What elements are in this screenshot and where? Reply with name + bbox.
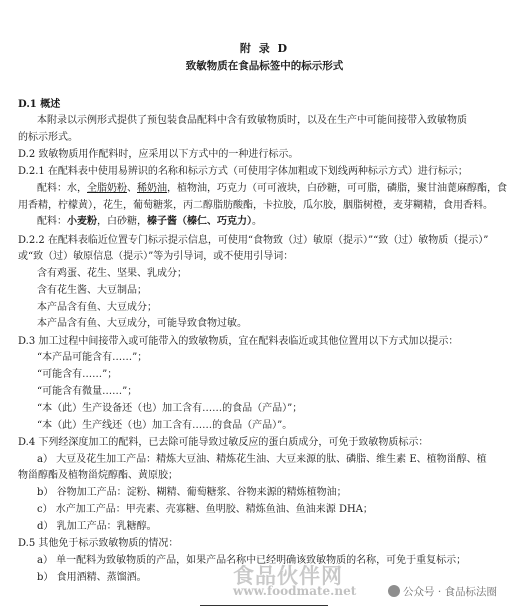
d3-line1: D.3 加工过程中间接带入或可能带入的致敏物质，宜在配料表临近或其他位置用以下方式加以提示： [18,336,459,347]
watermark-logo-text: 食品伙伴网 [233,563,343,588]
allergen-bold: 榛子酱（榛仁、巧克力） [147,216,252,227]
d3-example4: “本（此）生产设备还（也）加工含有……的食品（产品）”； [37,403,303,414]
appendix-title: 致敏物质在食品标签中的标示形式 [185,60,344,72]
d3-example1: “本产品可能含有……”； [37,352,148,363]
allergen-bold: 小麦粉 [67,216,97,227]
d5-line1: D.5 其他免于标示致敏物质的情况： [18,538,179,549]
d4-item-a-line1: a） 大豆及花生加工产品：精炼大豆油、精炼花生油、大豆来源的肽、磷脂、维生素 E、植物甾醇、植 [37,454,487,465]
d4-item-a-line2: 物甾醇酯及植物甾烷醇酯、黄原胶； [18,470,178,481]
d1-paragraph-line1: 本附录以示例形式提供了预包装食品配料中含有致敏物质时，以及在生产中可能间接带入致敏物质 [37,115,467,126]
d22-line2: 或“致（过）敏原信息（提示）”等为引导词，或不使用引导词： [18,251,294,262]
d4-item-b: b） 谷物加工产品：淀粉、糊精、葡萄糖浆、谷物来源的精炼植物油； [37,487,347,498]
allergen-underlined: 全脂奶粉 [87,183,127,194]
allergen-underlined: 稀奶油 [137,183,167,194]
text-segment: 配料： [37,216,67,227]
d3-example2: “可能含有……”； [37,369,118,380]
footer-rule [200,605,328,606]
text-segment: 、 [127,183,137,194]
text-segment: 。 [252,216,262,227]
d21-ingredients-line3 [37,216,262,228]
d21-ingredients-line2: 用香精，柠檬黄），花生，葡萄糖浆，丙二醇脂肪酸酯，卡拉胶，瓜尔胶，胭脂树橙，麦芽糊精，食用香料。 [18,200,493,211]
d22-example1: 含有鸡蛋、花生、坚果、乳成分； [37,268,187,279]
d21-ingredients-line1 [37,183,507,195]
d4-item-d: d） 乳加工产品：乳糖醇。 [37,521,157,532]
d22-example3: 本产品含有鱼、大豆成分； [37,302,157,313]
text-segment: ，植物油，巧克力（可可液块，白砂糖，可可脂，磷脂，聚甘油蓖麻醇酯，食 [167,183,507,194]
source-attribution [388,584,497,599]
section-d1-heading: D.1 概述 [18,99,61,110]
d4-line1: D.4 下列经深度加工的配料，已去除可能导致过敏反应的蛋白质成分，可免于致敏物质标示： [18,437,429,448]
text-segment: ，白砂糖， [97,216,147,227]
appendix-label: 附 录 D [239,42,290,55]
d22-example2: 含有花生酱、大豆制品； [37,285,147,296]
d5-item-a: a） 单一配料为致敏物质的产品，如果产品名称中已经明确该致敏物质的名称，可免于重复标示； [37,555,467,566]
d22-example4: 本产品含有鱼、大豆成分，可能导致食物过敏。 [37,318,247,329]
d21-line1: D.2.1 在配料表中使用易辨识的名称和标示方式（可使用字体加粗或下划线两种标示方式）进行标示； [18,166,468,177]
source-label: 公众号 · 食品标法圈 [403,586,498,598]
watermark-url: www.foodmate.net [233,584,357,598]
d1-paragraph-line2: 的标示形式。 [18,132,78,143]
d5-item-b: b） 食用酒精、蒸馏酒。 [37,572,147,583]
d3-example5: “本（此）生产线还（也）加工含有……的食品（产品）”。 [37,420,293,431]
d2-statement: D.2 致敏物质用作配料时，应采用以下方式中的一种进行标示。 [18,149,299,160]
d22-line1: D.2.2 在配料表临近位置专门标示提示信息，可使用“食物致（过）敏原（提示）”“致（过）敏物质（提示）” [18,235,489,246]
d4-item-c: c） 水产加工产品：甲壳素、壳寡糖、鱼明胶、精炼鱼油、鱼油来源 DHA； [37,504,373,515]
d3-example3: “可能含有微量……”； [37,386,138,397]
text-segment: 配料：水， [37,183,87,194]
wechat-icon [388,585,400,597]
